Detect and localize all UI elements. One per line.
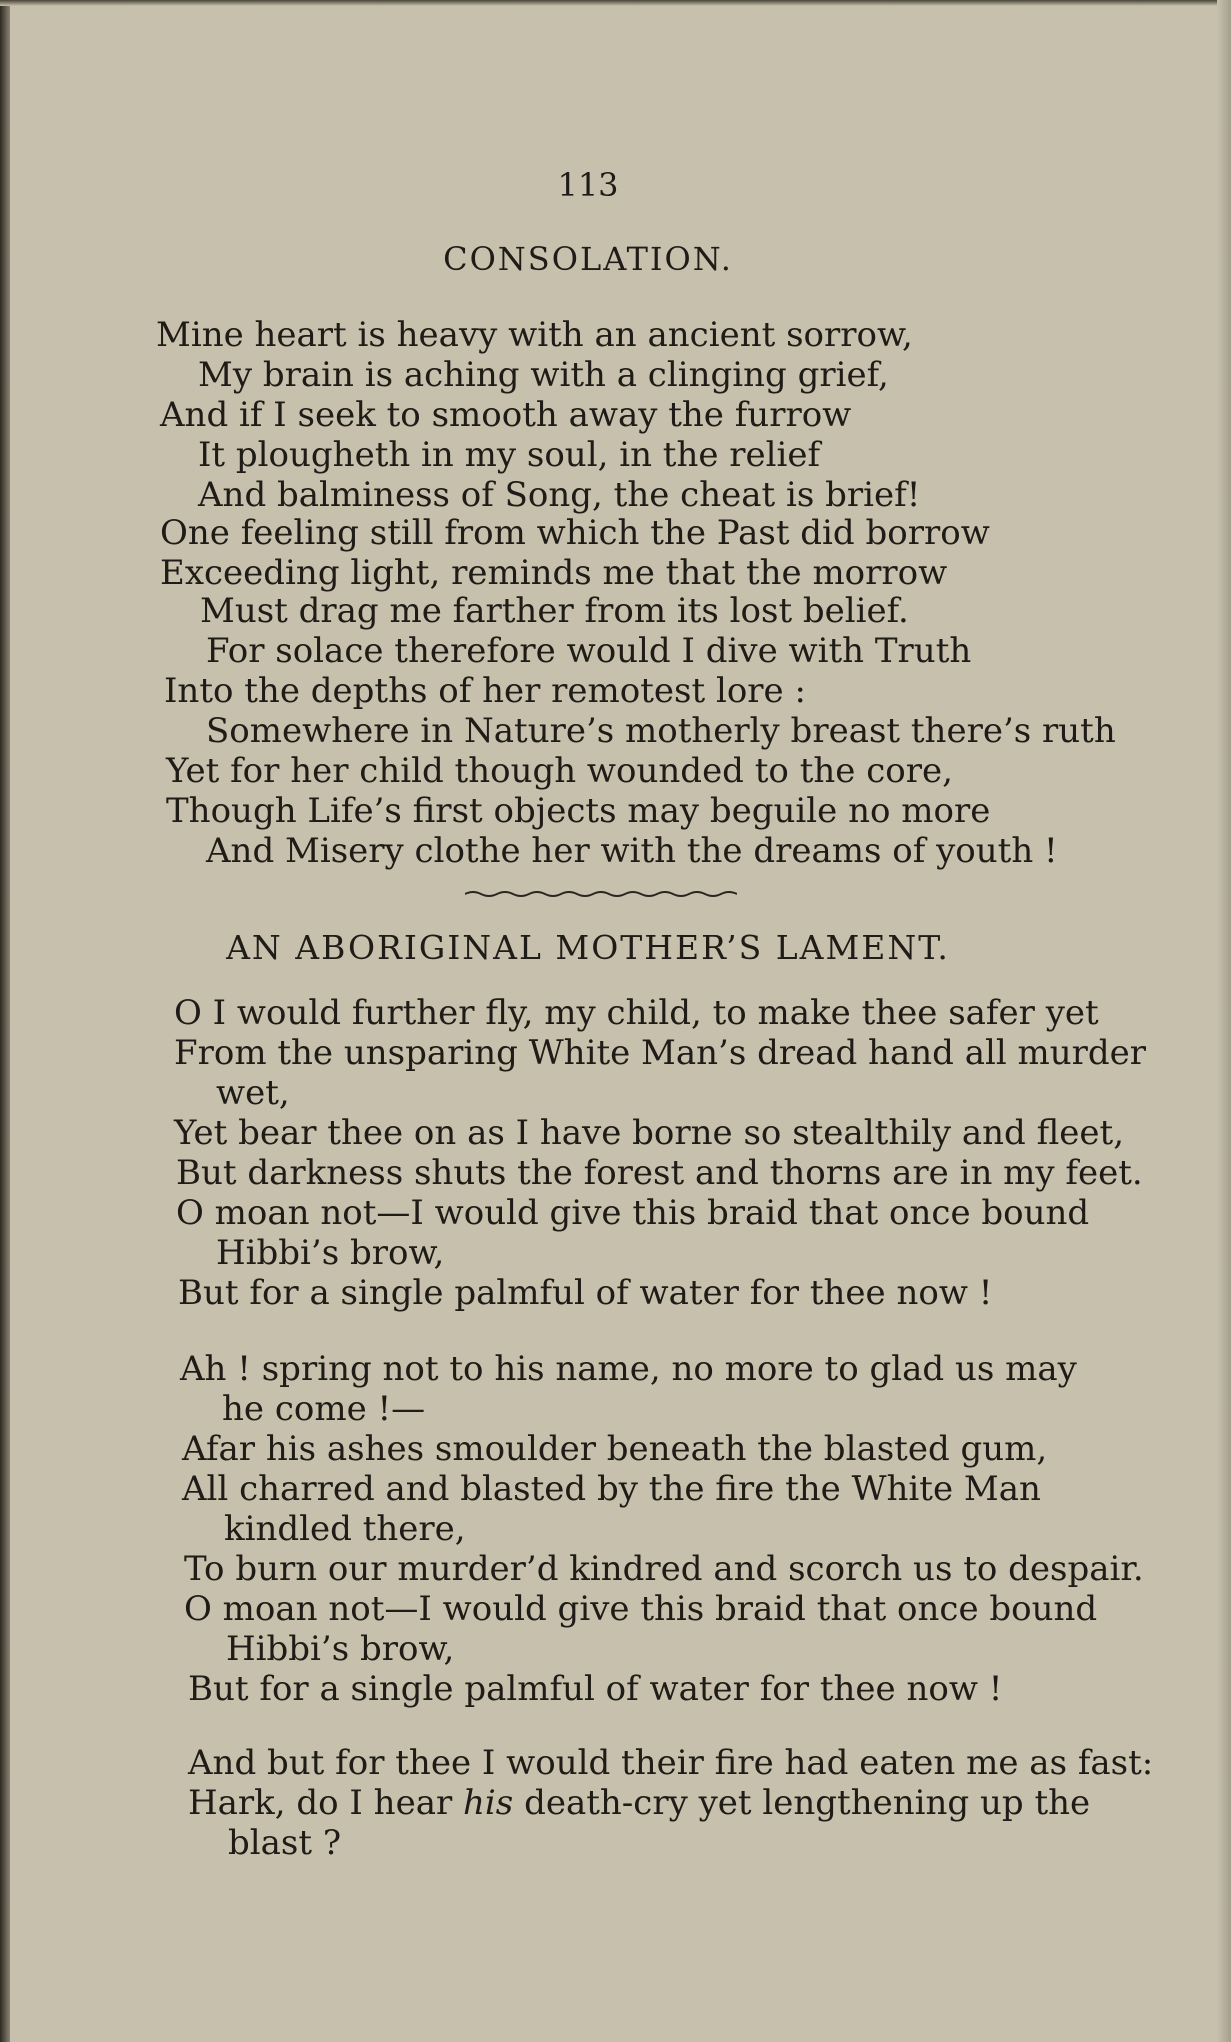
poem-line: Exceeding light, reminds me that the morrow (160, 553, 948, 593)
page-top-edge (0, 0, 1231, 6)
poem-title-consolation: CONSOLATION. (443, 240, 733, 278)
poem-line: blast ? (228, 1823, 342, 1863)
poem-title-lament: AN ABORIGINAL MOTHER’S LAMENT. (226, 928, 950, 967)
poem-line: Must drag me farther from its lost belief. (200, 591, 909, 631)
poem-line: But for a single palmful of water for thee now ! (188, 1669, 1003, 1709)
poem-line: Mine heart is heavy with an ancient sorrow, (156, 315, 913, 355)
poem-line: O moan not—I would give this braid that once bound (176, 1193, 1090, 1233)
poem-line: O I would further fly, my child, to make thee safer yet (174, 993, 1099, 1033)
poem-line: For solace therefore would I dive with Truth (206, 631, 972, 671)
poem-line: But for a single palmful of water for thee now ! (178, 1273, 993, 1313)
poem-line: And but for thee I would their fire had eaten me as fast: (188, 1743, 1154, 1783)
poem-line: But darkness shuts the forest and thorns are in my feet. (176, 1153, 1143, 1193)
line-segment: death-cry yet lengthening up the (524, 1783, 1091, 1823)
section-divider (465, 890, 737, 898)
italic-word: his (463, 1783, 514, 1823)
poem-line: From the unsparing White Man’s dread hand all murder (174, 1033, 1147, 1073)
poem-line: And Misery clothe her with the dreams of youth ! (206, 831, 1058, 871)
poem-line: All charred and blasted by the fire the White Man (182, 1469, 1041, 1509)
poem-line: Yet bear thee on as I have borne so stealthily and fleet, (174, 1113, 1125, 1153)
poem-line: To burn our murder’d kindred and scorch us to despair. (184, 1549, 1144, 1589)
poem-line: Ah ! spring not to his name, no more to glad us may (180, 1349, 1077, 1389)
poem-line: Yet for her child though wounded to the core, (166, 751, 953, 791)
poem-line: Hibbi’s brow, (216, 1233, 445, 1273)
poem-line: Somewhere in Nature’s motherly breast there’s ruth (206, 711, 1116, 751)
poem-line: It plougheth in my soul, in the relief (198, 435, 821, 475)
page-number: 113 (557, 166, 619, 204)
poem-line: Though Life’s first objects may beguile no more (166, 791, 991, 831)
poem-line: And balminess of Song, the cheat is brief! (198, 475, 921, 515)
poem-line: wet, (216, 1073, 290, 1113)
poem-line: Into the depths of her remotest lore : (164, 671, 806, 711)
poem-line: Hibbi’s brow, (226, 1629, 455, 1669)
poem-line: O moan not—I would give this braid that once bound (184, 1589, 1098, 1629)
poem-line: My brain is aching with a clinging grief, (198, 355, 889, 395)
poem-line: Afar his ashes smoulder beneath the blasted gum, (182, 1429, 1048, 1469)
poem-line: he come !— (222, 1389, 426, 1429)
poem-line: One feeling still from which the Past did borrow (160, 513, 990, 553)
poem-line (188, 1784, 1090, 1822)
poem-line: kindled there, (224, 1509, 466, 1549)
poem-line: And if I seek to smooth away the furrow (160, 395, 852, 435)
page-right-edge (1217, 0, 1231, 2042)
line-segment: Hark, do I hear (188, 1783, 453, 1823)
page-left-edge (0, 0, 10, 2042)
